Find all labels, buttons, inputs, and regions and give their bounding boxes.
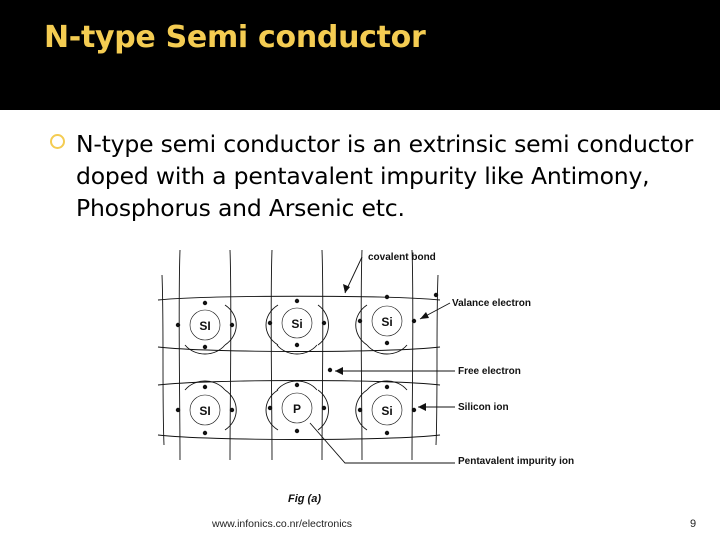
arrowheads (335, 284, 429, 411)
page-number: 9 (690, 518, 697, 530)
label-pentavalent-impurity-ion: Pentavalent impurity ion (458, 456, 575, 467)
bullet-point (50, 128, 710, 224)
annotation-arrows (310, 257, 455, 463)
title-bar (0, 0, 720, 110)
slide-title: N-type Semi conductor (44, 20, 426, 55)
figure-caption: Fig (a) (288, 493, 321, 505)
atom-label: SI (199, 404, 211, 418)
lattice-bond-lines (158, 250, 440, 460)
atom-label: Si (381, 404, 393, 418)
footer-url[interactable]: www.infonics.co.nr/electronics (212, 518, 353, 530)
atom-label: SI (199, 319, 211, 333)
free-electron-dot (328, 368, 332, 372)
atom-label: Si (291, 317, 303, 331)
label-covalent-bond: covalent bond (368, 252, 436, 263)
circle-bullet-icon (50, 134, 65, 149)
label-silicon-ion: Silicon ion (458, 402, 509, 413)
atom-label: P (292, 402, 302, 416)
atom-label: Si (381, 315, 393, 329)
label-valance-electron: Valance electron (452, 298, 531, 309)
label-free-electron: Free electron (458, 366, 521, 377)
n-type-lattice-figure (150, 245, 600, 515)
bullet-text: N-type semi conductor is an extrinsic semi conductor doped with a pentavalent impurity like Antimony, Phosphorus and Arsenic etc. (76, 130, 694, 222)
